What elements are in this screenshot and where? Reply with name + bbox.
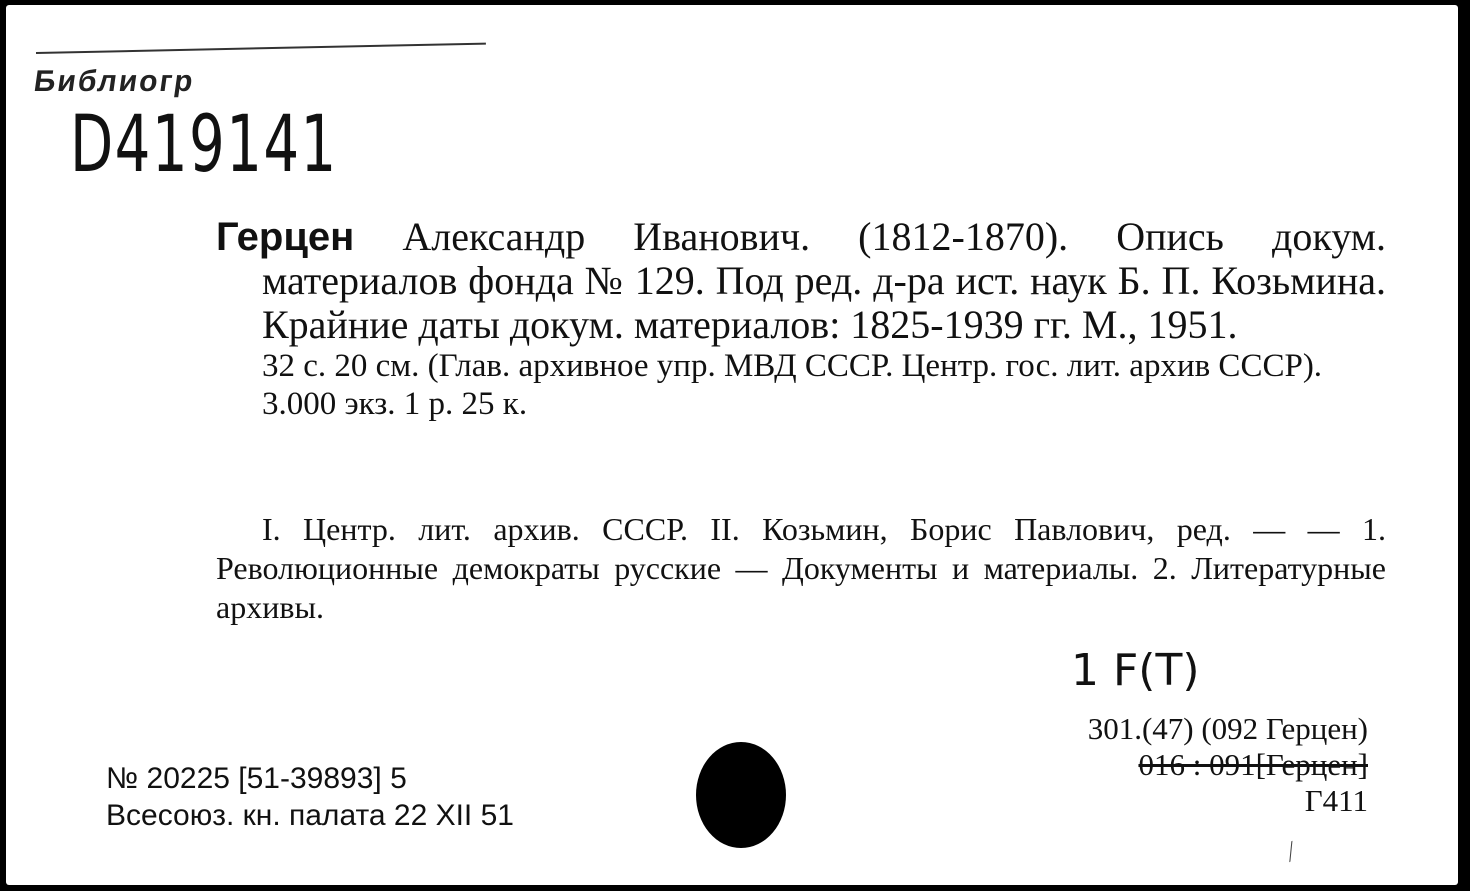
subject-notes: I. Центр. лит. архив. СССР. II. Козьмин, Борис Павлович, ред. — — 1. Революционные демократы русские — Документы и материалы. 2. Литературные архивы. <box>216 511 1386 625</box>
call-number: D419141 <box>70 100 338 190</box>
classification-line-1: 301.(47) (092 Герцен) <box>1087 711 1368 746</box>
book-chamber-line: Всесоюз. кн. палата 22 XII 51 <box>106 799 514 832</box>
card-footer <box>106 760 514 834</box>
classification-line-3: Г411 <box>1304 783 1368 818</box>
pencil-mark: ∕ <box>1281 837 1301 866</box>
bibliographic-entry <box>216 215 1386 423</box>
punch-hole <box>696 742 786 848</box>
classification-line-2: 016 : 091[Герцен] <box>1138 747 1368 782</box>
catalog-card <box>6 5 1458 885</box>
registry-number: № 20225 [51-39893] 5 <box>106 762 407 795</box>
publication-details: 32 с. 20 см. (Глав. архивное упр. МВД СССР. Центр. гос. лит. архив СССР). 3.000 экз. 1 р. 25 к. <box>262 348 1323 422</box>
shelf-mark: 1 F(Т) <box>1071 645 1200 696</box>
pencil-line <box>36 43 486 54</box>
entry-main-text <box>216 215 1386 347</box>
classification-block <box>1088 711 1368 819</box>
entry-title: Александр Иванович. (1812-1870). Опись докум. материалов фонда № 129. Под ред. д-ра ист. наук Б. П. Козьмина. Крайние даты докум. материалов: 1825-1939 гг. М., 1951. <box>262 214 1386 347</box>
author-name: Герцен <box>216 215 355 259</box>
library-stamp: Библиогр <box>31 65 197 98</box>
